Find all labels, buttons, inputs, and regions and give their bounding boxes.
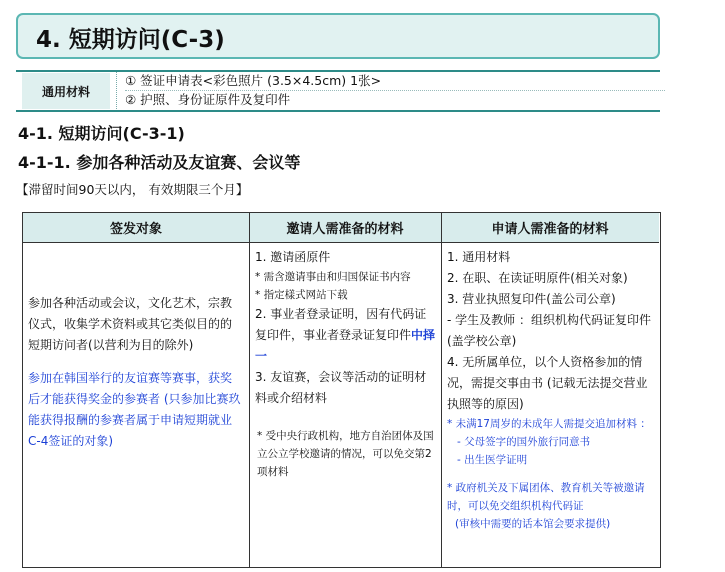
inviter-item-2-choice: 中择一 bbox=[255, 328, 436, 363]
applicant-item-1: 1. 通用材料 bbox=[447, 250, 511, 264]
divider-bottom bbox=[16, 110, 660, 112]
inviter-materials-cell bbox=[255, 247, 437, 481]
common-materials-box bbox=[16, 70, 660, 112]
header-applicant-materials: 申请人需准备的材料 bbox=[441, 213, 659, 243]
section-heading: 4-1. 短期访问(C-3-1) bbox=[18, 124, 185, 143]
issue-target-cell bbox=[28, 293, 242, 452]
subsection-heading: 4-1-1. 参加各种活动及友谊赛、会议等 bbox=[18, 153, 301, 172]
header-inviter-materials: 邀请人需准备的材料 bbox=[249, 213, 441, 243]
title-banner bbox=[16, 13, 660, 59]
applicant-item-3: 3. 营业执照复印件(盖公司公章) bbox=[447, 292, 616, 306]
issue-target-competition: 参加在韩国举行的友谊赛等赛事，获奖后才能获得奖金的参赛者 (只参加比赛玖能获得报酬的参赛者属于申请短期就业C-4签证的对象) bbox=[28, 371, 241, 448]
header-issue-target: 签发对象 bbox=[23, 213, 249, 243]
material-item-2: ② 护照、身份证原件及复印件 bbox=[125, 92, 291, 107]
issue-target-main: 参加各种活动或会议，文化艺术，宗教仪式，收集学术资料或其它类似目的的短期访问者(以营利为目的除外) bbox=[28, 296, 233, 352]
applicant-item-4: 4. 无所属单位，以个人资格参加的情况，需提交事由书 (记载无法提交营业执照等的原因) bbox=[447, 355, 648, 411]
inviter-item-3: 3. 友谊赛，会议等活动的证明材料或介绍材料 bbox=[255, 370, 427, 405]
minor-sub-2: - 出生医学证明 bbox=[457, 454, 528, 466]
common-materials-label: 通用材料 bbox=[22, 73, 110, 109]
inviter-item-2: 2. 事业者登录证明，因有代码证复印件，事业者登录证复印件 bbox=[255, 307, 427, 342]
inviter-note-2: * 指定樣式网站下载 bbox=[255, 289, 348, 301]
applicant-materials-cell bbox=[447, 247, 655, 533]
applicant-item-3-sub: - 学生及教师 ：组织机构代码证复印件(盖学校公章) bbox=[447, 313, 651, 348]
minor-note: * 未满17周岁的未成年人需提交追加材料 ： bbox=[447, 418, 651, 430]
inviter-note-3: * 受中央行政机构，地方自治团体及国立公立学校邀请的情况，可以免交第2项材料 bbox=[257, 430, 434, 478]
page-title: 4. 短期访问(C-3) bbox=[36, 27, 225, 53]
inviter-item-1: 1. 邀请函原件 bbox=[255, 250, 331, 264]
minor-sub-1: - 父母签字的国外旅行同意书 bbox=[457, 436, 591, 448]
gov-sub: (审核中需要的话本馆会要求提供) bbox=[455, 518, 611, 530]
common-materials-list bbox=[116, 72, 665, 109]
column-divider bbox=[249, 213, 250, 567]
inviter-note-1: * 需含邀请事由和归国保证书内容 bbox=[255, 271, 411, 283]
stay-duration-note: 【滞留时间90天以内， 有效期限三个月】 bbox=[16, 182, 249, 197]
gov-note: * 政府机关及下属团体、教育机关等被邀请时，可以免交组织机构代码证 bbox=[447, 482, 645, 512]
requirements-table bbox=[22, 212, 661, 568]
column-divider bbox=[441, 213, 442, 567]
material-item-1: ① 签证申请表<彩色照片 (3.5×4.5cm) 1张> bbox=[125, 72, 665, 91]
applicant-item-2: 2. 在职、在读证明原件(相关对象) bbox=[447, 271, 628, 285]
